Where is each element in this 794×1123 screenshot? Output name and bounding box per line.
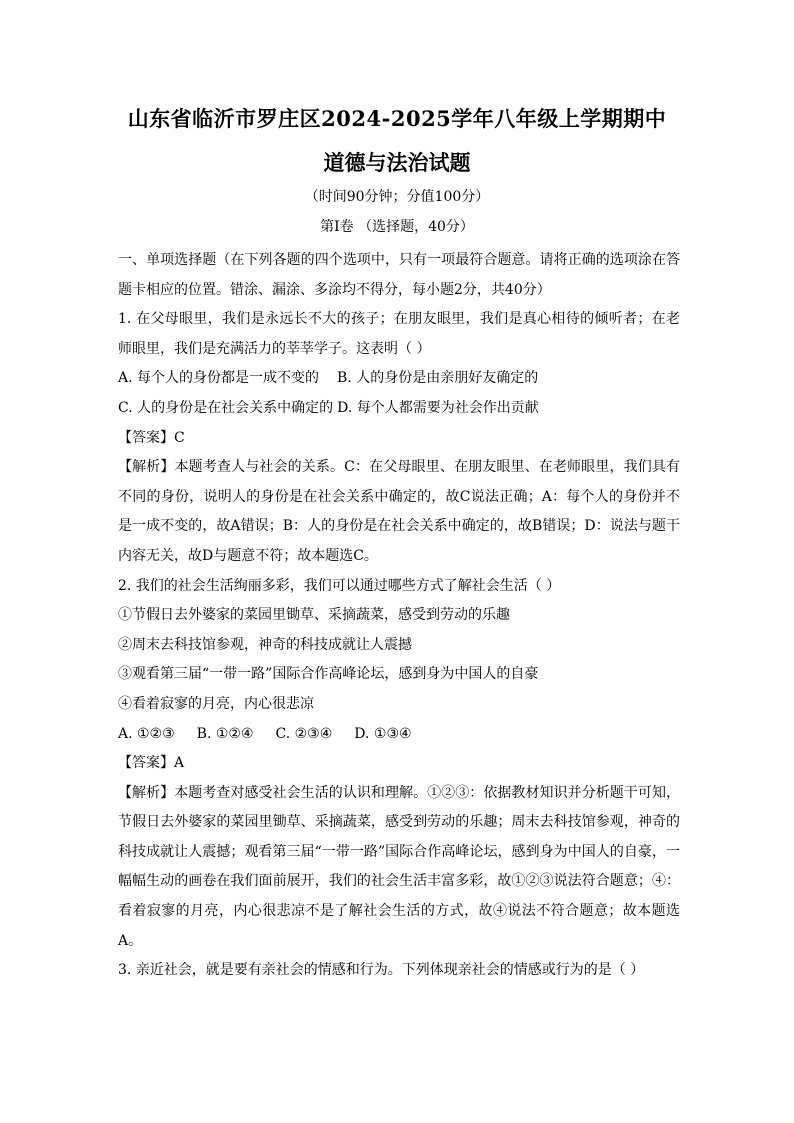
question-1-options-row2 [118, 394, 680, 424]
question-1-answer: 【答案】C [118, 429, 185, 446]
q1-option-b: B. 人的身份是由亲朋好友确定的 [337, 370, 539, 387]
q2-option-b: B. ①②④ [196, 725, 254, 742]
q2-option-a: A. ①②③ [118, 725, 175, 742]
exam-subject-title: 道德与法治试题 [323, 150, 471, 175]
q1-option-d: D. 每个人都需要为社会作出贡献 [337, 399, 539, 416]
time-score-note: （时间90分钟；分值100分） [304, 189, 490, 205]
question-2-options [118, 720, 680, 750]
exam-body [118, 246, 680, 986]
question-2-item-3: ③观看第三届“一带一路”国际合作高峰论坛，感到身为中国人的自豪 [118, 666, 539, 683]
exam-title: 山东省临沂市罗庄区2024-2025学年八年级上学期期中 [127, 106, 667, 131]
question-2-stem: 2. 我们的社会生活绚丽多彩，我们可以通过哪些方式了解社会生活（ ） [118, 577, 561, 594]
q1-option-a: A. 每个人的身份都是一成不变的 [118, 370, 320, 387]
question-1-options-row1 [118, 364, 680, 394]
question-3-stem: 3. 亲近社会，就是要有亲社会的情感和行为。下列体现亲社会的情感或行为的是（ ） [118, 962, 645, 979]
q1-option-c: C. 人的身份是在社会关系中确定的 [118, 399, 334, 416]
question-2-item-4: ④看着寂寥的月亮，内心很悲凉 [118, 695, 314, 712]
question-2-answer: 【答案】A [118, 755, 185, 772]
question-2-analysis: 【解析】本题考查对感受社会生活的认识和理解。①②③：依据教材知识并分析题干可知，节假日去外婆家的菜园里锄草、采摘蔬菜，感受到劳动的乐趣；周末去科技馆参观，神奇的科技成就让人震撼；观看第三届“一带一路”国际合作高峰论坛，感到身为中国人的自豪，一幅幅生动的画卷在我们面前展开，我们的社会生活丰富多彩，故①②③说法符合题意；④：看着寂寥的月亮，内心很悲凉不是了解社会生活的方式，故④说法不符合题意；故本题选A。 [118, 784, 680, 949]
section-instructions: 一、单项选择题（在下列各题的四个选项中，只有一项最符合题意。请将正确的选项涂在答题卡相应的位置。错涂、漏涂、多涂均不得分，每小题2分，共40分） [118, 252, 680, 298]
q2-option-d: D. ①③④ [354, 725, 412, 742]
question-2-item-1: ①节假日去外婆家的菜园里锄草、采摘蔬菜，感受到劳动的乐趣 [118, 607, 510, 624]
volume-heading: 第Ⅰ卷 （选择题，40分） [320, 219, 474, 235]
q2-option-c: C. ②③④ [275, 725, 333, 742]
question-1-analysis: 【解析】本题考查人与社会的关系。C：在父母眼里、在朋友眼里、在老师眼里，我们具有不同的身份，说明人的身份是在社会关系中确定的，故C说法正确；A：每个人的身份并不是一成不变的，故A错误；B：人的身份是在社会关系中确定的，故B错误；D：说法与题干内容无关，故D与题意不符；故本题选C。 [118, 459, 680, 564]
question-1-stem: 1. 在父母眼里，我们是永远长不大的孩子；在朋友眼里，我们是真心相待的倾听者；在老师眼里，我们是充满活力的莘莘学子。这表明（ ） [118, 311, 680, 357]
question-2-item-2: ②周末去科技馆参观，神奇的科技成就让人震撼 [118, 636, 412, 653]
